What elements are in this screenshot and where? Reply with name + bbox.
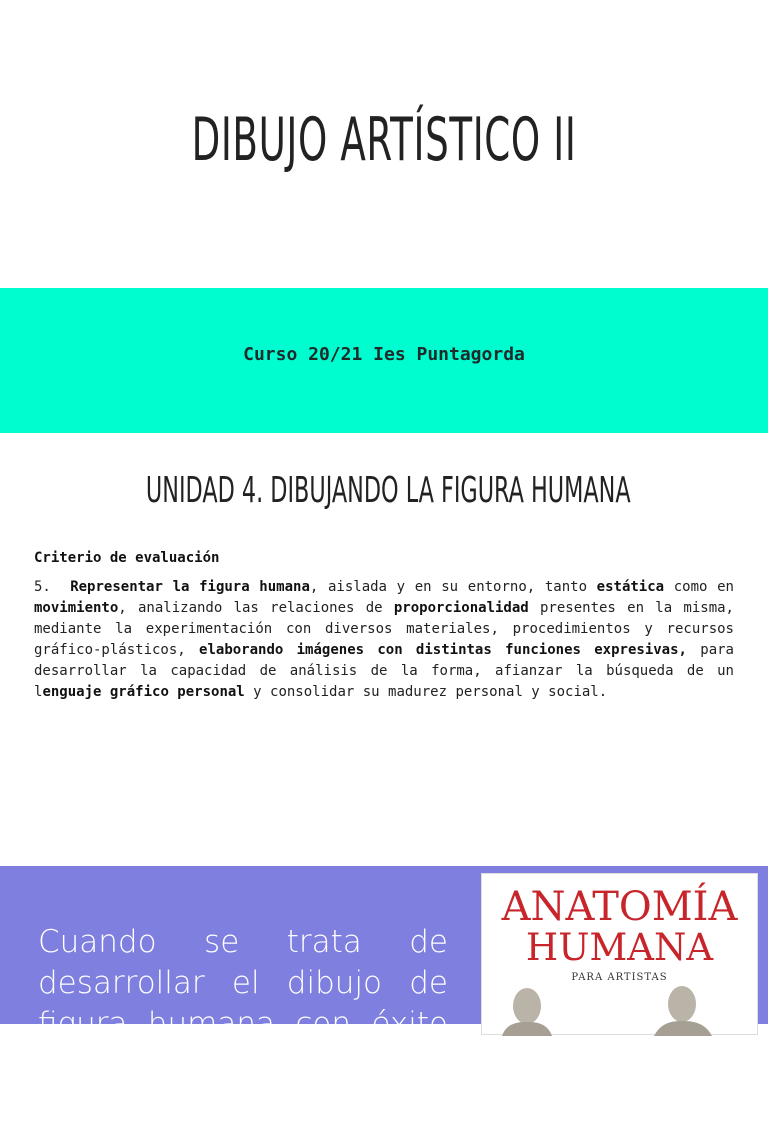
course-band [0,288,768,433]
criterio-segment: Representar la figura humana [70,579,310,595]
unit-title: UNIDAD 4. DIBUJANDO LA FIGURA HUMANA [145,470,631,511]
criterio-segment: y consolidar su madurez personal y social. [244,684,608,700]
criterio-number: 5. [34,579,51,595]
anatomy-figures-illustration [482,966,757,1036]
book-title-line1: ANATOMÍA [501,884,738,930]
anatomy-quote: Cuando se trata de desarrollar el dibujo de figura humana con éxito conocer la anatomía humana [38,924,448,1124]
criterio-segment: , analizando las relaciones de [118,600,394,616]
criterio-segment: estática [596,579,665,595]
course-label: Curso 20/21 Ies Puntagorda [243,344,525,365]
criterio-label: Criterio de evaluación [34,550,220,566]
criterio-segment: presentes en la misma, mediante la experimentación con diversos materiales, procedimientos y recursos gráfico-plásticos, [34,600,734,658]
book-title-line2: HUMANA [525,926,714,969]
criterio-segment: enguaje gráfico personal [42,684,245,700]
criterio-segment: proporcionalidad [393,600,529,616]
criterio-segment: elaborando imágenes con distintas funciones expresivas, [199,642,687,658]
criterio-segment: , aislada y en su entorno, tanto [309,579,597,595]
criterio-segment: movimiento [34,600,119,616]
slide-anatomy [0,866,768,1124]
criterio-text [34,577,734,703]
page-title: DIBUJO ARTÍSTICO II [191,105,577,175]
book-subtitle: PARA ARTISTAS [571,972,668,983]
book-cover-image [481,873,758,1035]
criterio-segment: como en [664,579,734,595]
criterio-segment: para desarrollar la capacidad de análisis de la forma, afianzar la búsqueda de un l [34,642,734,700]
